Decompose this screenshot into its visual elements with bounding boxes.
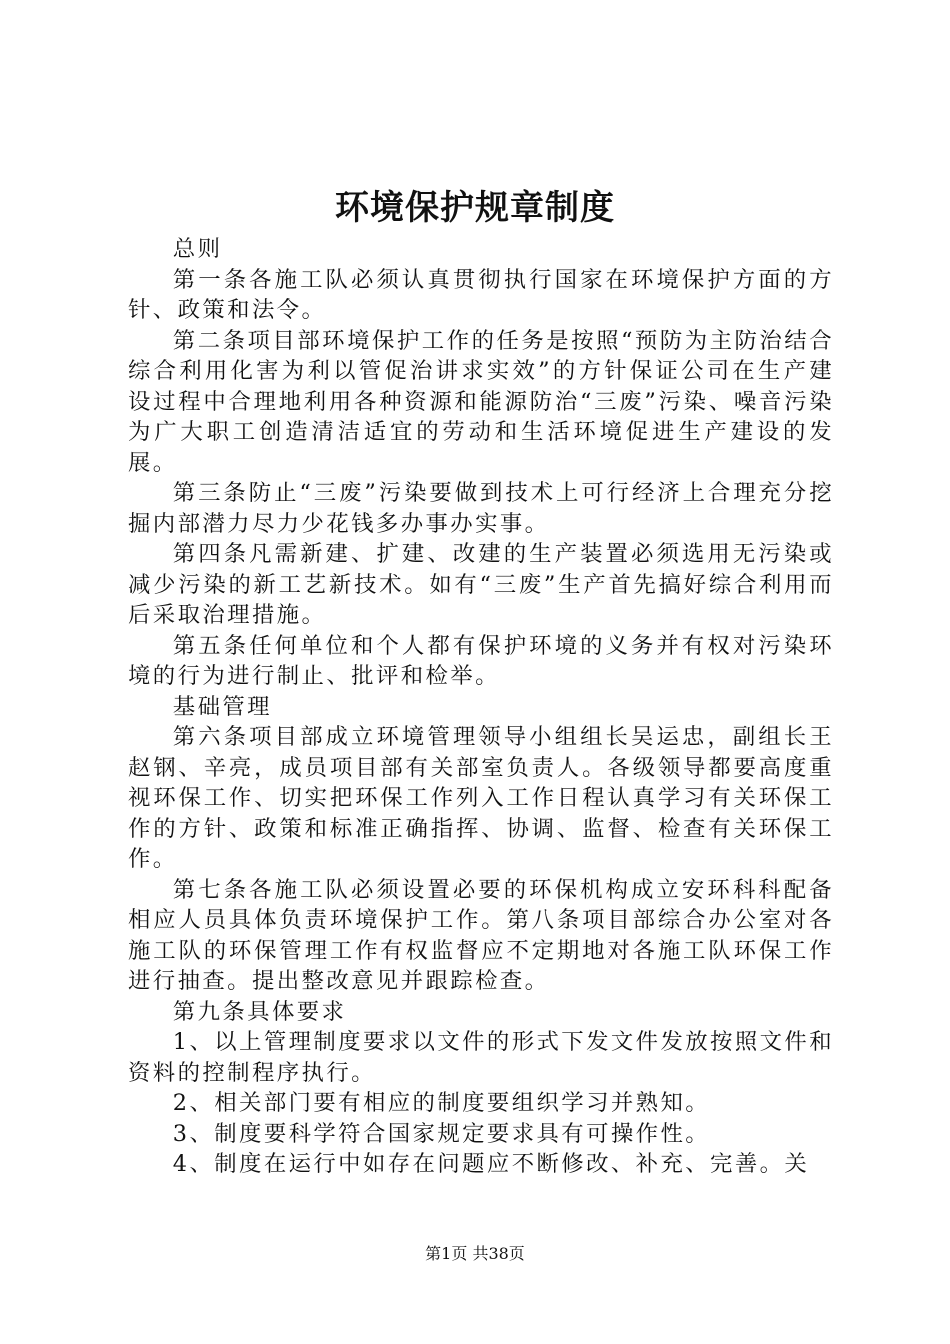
article-5: 第五条任何单位和个人都有保护环境的义务并有权对污染环境的行为进行制止、批评和检举。 — [128, 632, 834, 689]
document-title: 环境保护规章制度 — [335, 188, 615, 228]
requirement-3: 3、制度要科学符合国家规定要求具有可操作性。 — [172, 1120, 711, 1147]
article-1: 第一条各施工队必须认真贯彻执行国家在环境保护方面的方针、政策和法令。 — [128, 266, 834, 323]
article-7-8: 第七条各施工队必须设置必要的环保机构成立安环科科配备相应人员具体负责环境保护工作。第八条项目部综合办公室对各施工队的环保管理工作有权监督应不定期地对各施工队环保工作进行抽查。提出整改意见并跟踪检查。 — [128, 876, 834, 994]
section-heading-general: 总则 — [172, 236, 223, 262]
requirement-2: 2、相关部门要有相应的制度要组织学习并熟知。 — [172, 1090, 711, 1116]
article-3: 第三条防止“三废”污染要做到技术上可行经济上合理充分挖掘内部潜力尽力少花钱多办事办实事。 — [128, 480, 834, 537]
article-4: 第四条凡需新建、扩建、改建的生产装置必须选用无污染或减少污染的新工艺新技术。如有“三废”生产首先搞好综合利用而后采取治理措施。 — [128, 541, 834, 628]
page-number-footer: 第1页 共38页 — [425, 1244, 525, 1263]
article-6: 第六条项目部成立环境管理领导小组组长吴运忠，副组长王赵钢、辛亮，成员项目部有关部室负责人。各级领导都要高度重视环保工作、切实把环保工作列入工作日程认真学习有关环保工作的方针、政策和标准正确指挥、协调、监督、检查有关环保工作。 — [128, 724, 834, 872]
article-2: 第二条项目部环境保护工作的任务是按照“预防为主防治结合综合利用化害为利以管促治讲求实效”的方针保证公司在生产建设过程中合理地利用各种资源和能源防治“三废”污染、噪音污染为广大职工创造清洁适宜的劳动和生活环境促进生产建设的发展。 — [128, 327, 834, 476]
article-9-heading: 第九条具体要求 — [172, 998, 347, 1025]
requirement-4: 4、制度在运行中如存在问题应不断修改、补充、完善。关 — [172, 1151, 810, 1177]
document-body — [128, 234, 834, 1180]
requirement-1: 1、以上管理制度要求以文件的形式下发文件发放按照文件和资料的控制程序执行。 — [128, 1029, 834, 1086]
section-heading-basic-management: 基础管理 — [172, 693, 272, 720]
